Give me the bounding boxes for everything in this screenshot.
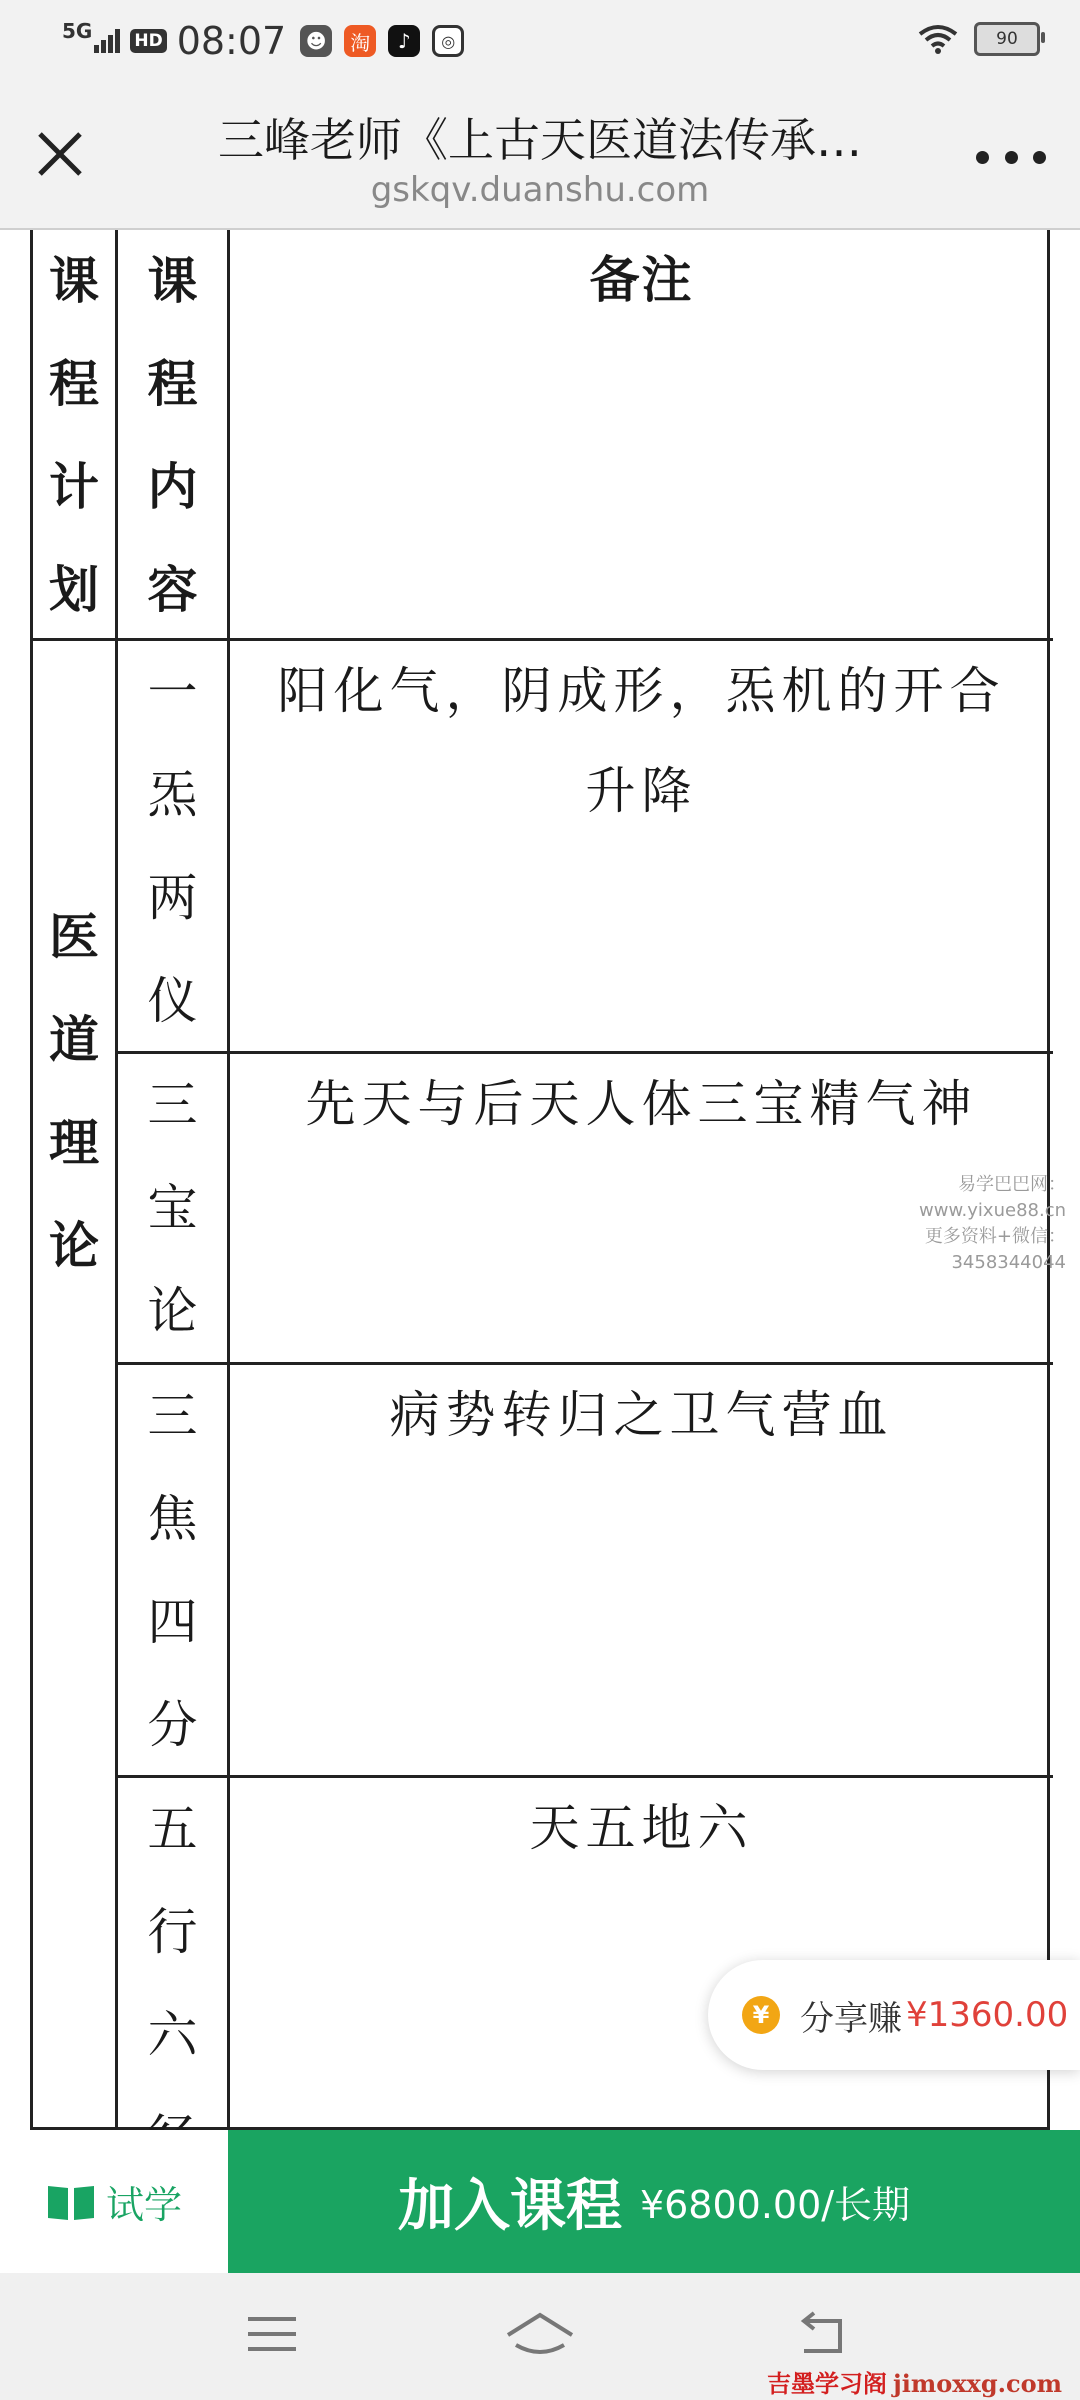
- section-char: 医: [49, 908, 99, 966]
- topic-char: 五: [147, 1800, 198, 1858]
- header-char: 课: [147, 252, 198, 310]
- header-char: 划: [49, 561, 99, 619]
- join-label: 加入课程: [397, 2173, 622, 2239]
- page-title: 三峰老师《上古天医道法传承…: [218, 113, 862, 167]
- watermark-line: 更多资料+微信：3458344044: [924, 1226, 1066, 1273]
- topic-char: 三: [147, 1076, 198, 1134]
- watermark-line: 易学巴巴网：www.yixue88.cn: [919, 1174, 1066, 1221]
- row-note: 阳化气，阴成形，炁机的开合: [277, 662, 1006, 720]
- header-notes: 备注: [589, 251, 694, 309]
- wifi-icon: [918, 24, 958, 54]
- status-bar: [0, 0, 1080, 82]
- header-char: 计: [49, 458, 99, 516]
- app-mascot-icon: ☻: [300, 25, 332, 57]
- page-url: gskqv.duanshu.com: [370, 170, 710, 210]
- share-earn-button[interactable]: [708, 1960, 1080, 2070]
- topic-char: 宝: [147, 1179, 198, 1237]
- section-char: 理: [49, 1114, 99, 1172]
- topic-char: 仪: [147, 972, 198, 1030]
- header-char: 课: [49, 252, 99, 310]
- browser-nav-bar: [0, 82, 1080, 230]
- trial-label: 试学: [105, 2183, 182, 2227]
- join-price: ¥6800.00/长期: [639, 2183, 911, 2227]
- topic-char: 两: [147, 869, 198, 927]
- header-char: 程: [49, 355, 99, 413]
- signal-icon: [94, 29, 122, 53]
- taobao-icon: 淘: [344, 25, 376, 57]
- home-icon[interactable]: [504, 2309, 576, 2359]
- header-char: 容: [147, 561, 198, 619]
- section-char: 论: [49, 1217, 99, 1275]
- topic-char: 一: [147, 663, 198, 721]
- battery-level: 90: [996, 29, 1018, 49]
- header-char: 内: [147, 458, 198, 516]
- topic-char: 论: [147, 1282, 198, 1340]
- course-content: [0, 230, 1080, 2130]
- back-icon[interactable]: [794, 2309, 850, 2359]
- book-icon: [46, 2182, 96, 2222]
- share-label: 分享赚: [800, 1998, 902, 2039]
- footer-watermark: [767, 2364, 1062, 2399]
- header-char: 程: [147, 355, 198, 413]
- row-note: 升降: [585, 762, 698, 820]
- clock: 08:07: [176, 19, 287, 63]
- row-note: 先天与后天人体三宝精气神: [305, 1075, 978, 1133]
- topic-char: 六: [147, 2006, 198, 2064]
- topic-char: 炁: [147, 766, 198, 824]
- topic-char: 焦: [147, 1490, 198, 1548]
- bottom-action-bar: [0, 2130, 1080, 2273]
- tiktok-icon: ♪: [388, 25, 420, 57]
- watermark: [826, 1172, 1066, 1276]
- join-course-button[interactable]: [228, 2130, 1080, 2273]
- topic-char: 分: [147, 1696, 198, 1754]
- share-amount: ¥1360.00: [906, 1995, 1069, 2035]
- topic-char: 四: [147, 1593, 198, 1651]
- section-char: 道: [49, 1011, 99, 1069]
- row-note: 病势转归之卫气营血: [389, 1386, 894, 1444]
- search-app-icon: ◎: [432, 25, 464, 57]
- row-note: 天五地六: [529, 1799, 754, 1857]
- close-icon[interactable]: [30, 124, 90, 184]
- hd-badge: HD: [130, 29, 166, 53]
- menu-icon[interactable]: [244, 2309, 300, 2359]
- footer-watermark-en: jimoxxg.com: [893, 2369, 1062, 2398]
- battery-icon: [974, 22, 1040, 56]
- topic-char: 行: [147, 1903, 198, 1961]
- coin-icon: ¥: [742, 1996, 780, 2034]
- trial-button[interactable]: [0, 2130, 228, 2273]
- more-menu-icon[interactable]: [976, 142, 1046, 172]
- network-type: 5G: [62, 19, 93, 43]
- topic-char: 三: [147, 1387, 198, 1445]
- footer-watermark-cn: 吉墨学习阁: [767, 2370, 888, 2398]
